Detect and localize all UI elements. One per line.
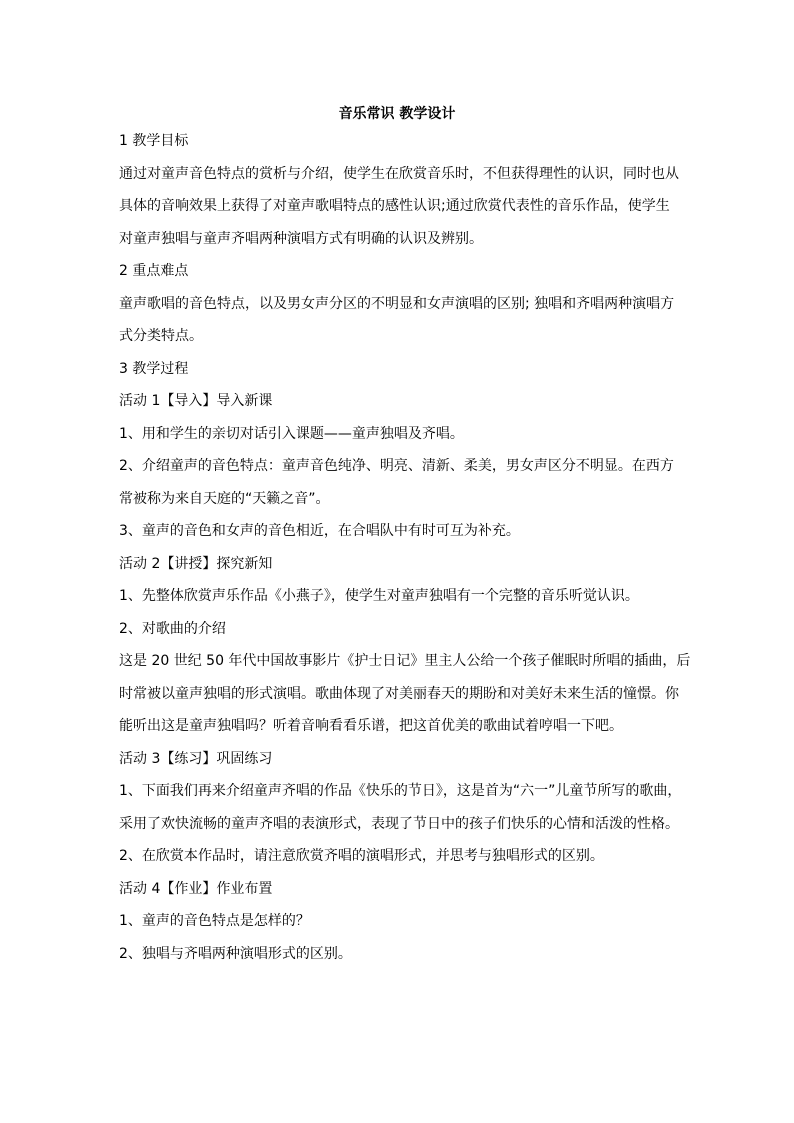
paragraph-line: 式分类特点。 bbox=[119, 328, 203, 344]
section-heading-process: 3 教学过程 bbox=[119, 360, 189, 377]
section-heading-key-points: 2 重点难点 bbox=[119, 263, 189, 279]
paragraph-line: 1、下面我们再来介绍童声齐唱的作品《快乐的节日》，这是首为“六一”儿童节所写的歌曲， bbox=[119, 783, 682, 799]
paragraph-line: 2、介绍童声的音色特点：童声音色纯净、明亮、清新、柔美，男女声区分不明显。在西方 bbox=[119, 458, 674, 474]
activity-heading-1: 活动 1【导入】导入新课 bbox=[119, 393, 273, 409]
paragraph-line: 能听出这是童声独唱吗？听着音响看看乐谱，把这首优美的歌曲试着哼唱一下吧。 bbox=[119, 718, 623, 734]
paragraph-line: 童声歌唱的音色特点，以及男女声分区的不明显和女声演唱的区别; 独唱和齐唱两种演唱方 bbox=[119, 295, 675, 312]
paragraph-line: 2、独唱与齐唱两种演唱形式的区别。 bbox=[119, 945, 352, 962]
activity-heading-4: 活动 4【作业】作业布置 bbox=[119, 880, 273, 897]
paragraph-line: 3、童声的音色和女声的音色相近，在合唱队中有时可互为补充。 bbox=[119, 523, 520, 539]
document-title: 音乐常识 教学设计 bbox=[338, 106, 456, 122]
paragraph-line: 具体的音响效果上获得了对童声歌唱特点的感性认识;通过欣赏代表性的音乐作品，使学生 bbox=[119, 198, 670, 214]
paragraph-line: 常被称为来自天庭的“天籁之音”。 bbox=[119, 490, 330, 507]
paragraph-line: 2、对歌曲的介绍 bbox=[119, 620, 226, 637]
paragraph-line: 时常被以童声独唱的形式演唱。歌曲体现了对美丽春天的期盼和对美好未来生活的憧憬。你 bbox=[119, 685, 679, 702]
paragraph-line: 1、先整体欣赏声乐作品《小燕子》，使学生对童声独唱有一个完整的音乐听觉认识。 bbox=[119, 588, 639, 604]
paragraph-line: 这是 20 世纪 50 年代中国故事影片《护士日记》里主人公给一个孩子催眠时所唱的插曲，后 bbox=[119, 653, 691, 669]
document-body bbox=[119, 130, 691, 975]
paragraph-line: 2、在欣赏本作品时，请注意欣赏齐唱的演唱形式，并思考与独唱形式的区别。 bbox=[119, 848, 604, 864]
activity-heading-2: 活动 2【讲授】探究新知 bbox=[119, 555, 273, 572]
paragraph-line: 通过对童声音色特点的赏析与介绍，使学生在欣赏音乐时，不但获得理性的认识，同时也从 bbox=[119, 165, 679, 182]
paragraph-line: 采用了欢快流畅的童声齐唱的表演形式，表现了节日中的孩子们快乐的心情和活泼的性格。 bbox=[119, 815, 679, 832]
paragraph-line: 1、用和学生的亲切对话引入课题——童声独唱及齐唱。 bbox=[119, 425, 464, 442]
paragraph-line: 1、童声的音色特点是怎样的？ bbox=[119, 913, 310, 929]
section-heading-objectives: 1 教学目标 bbox=[119, 133, 189, 149]
paragraph-line: 对童声独唱与童声齐唱两种演唱方式有明确的认识及辨别。 bbox=[119, 230, 483, 247]
activity-heading-3: 活动 3【练习】巩固练习 bbox=[119, 750, 273, 767]
